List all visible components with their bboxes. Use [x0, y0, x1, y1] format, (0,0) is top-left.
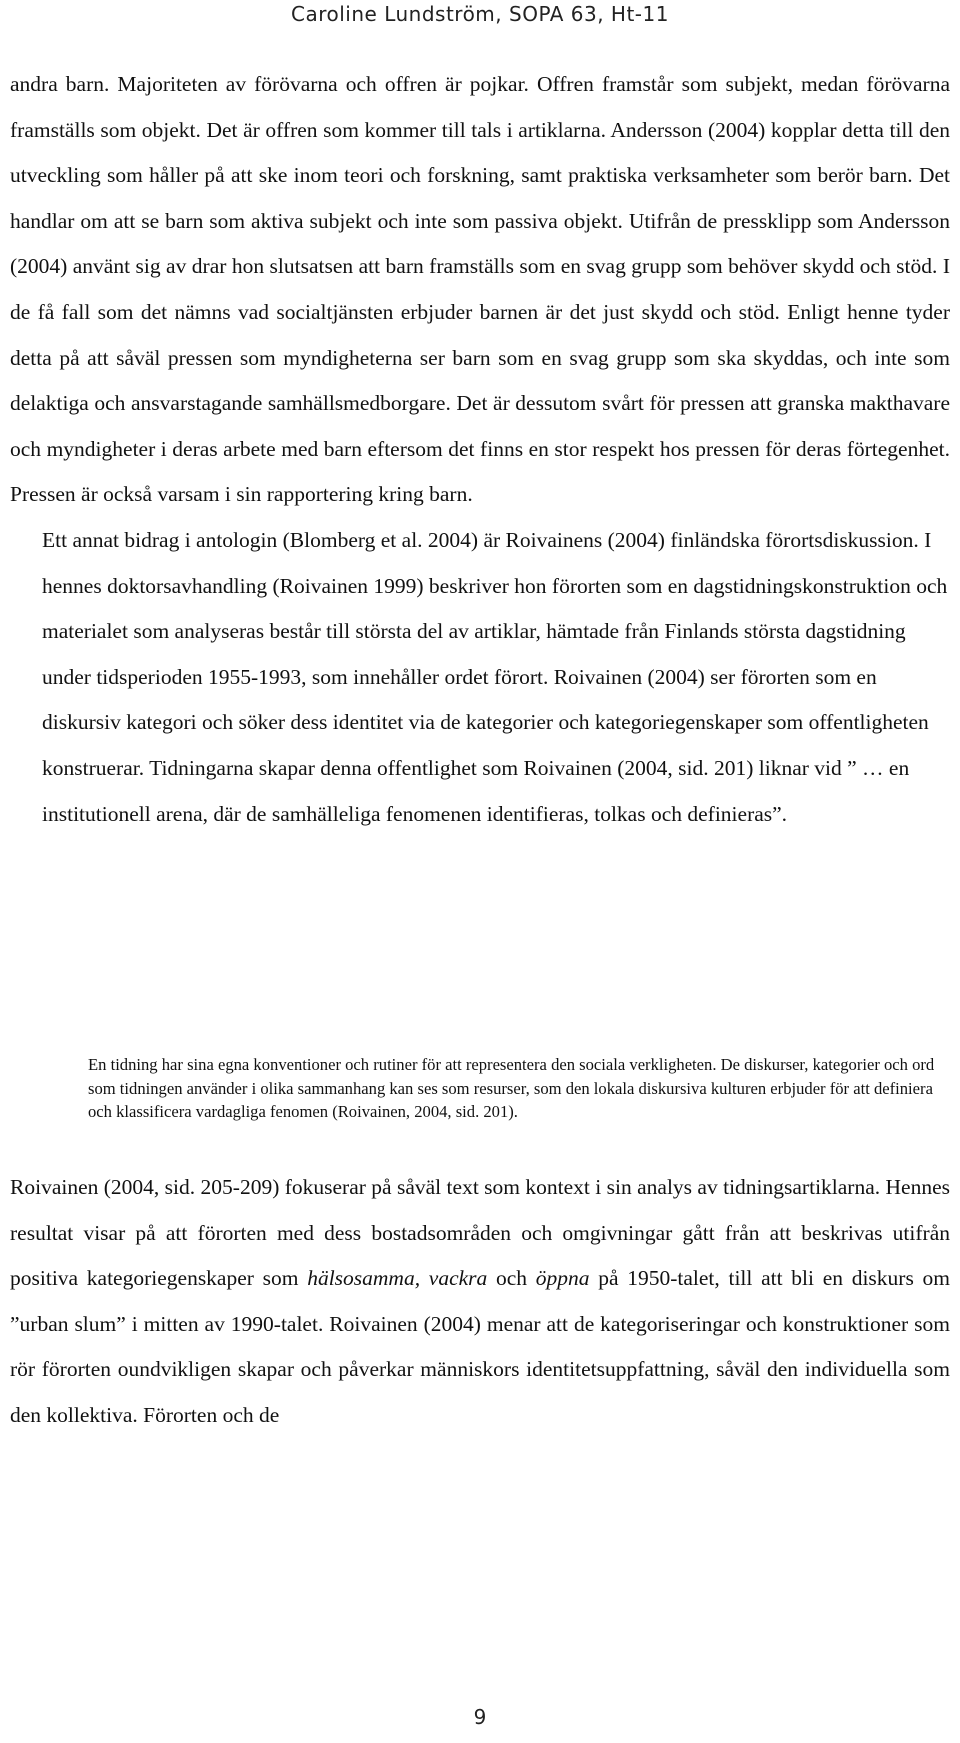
paragraph-3-italic-a: hälsosamma, vackra	[307, 1266, 488, 1291]
running-header: Caroline Lundström, SOPA 63, Ht-11	[291, 2, 669, 26]
paragraph-1: andra barn. Majoriteten av förövarna och offren är pojkar. Offren framstår som subjekt, medan förövarna framställs som objekt. Det är offren som kommer till tals i artiklarna. Andersson (2004) kopplar detta till den utveckling som håller på att ske inom teori och forskning, samt praktiska verksamheter som berör barn. Det handlar om att se barn som aktiva subjekt och inte som passiva objekt. Utifrån de pressklipp som Andersson (2004) använt sig av drar hon slutsatsen att barn framställs som en svag grupp som behöver skydd och stöd. I de få fall som det nämns vad socialtjänsten erbjuder barnen är det just skydd och stöd. Enligt henne tyder detta på att såväl pressen som myndigheterna ser barn som en svag grupp som ska skyddas, och inte som delaktiga och ansvarstagande samhällsmedborgare. Det är dessutom svårt för pressen att granska makthavare och myndigheter i deras arbete med barn eftersom det finns en stor respekt hos pressen för deras förtegenhet. Pressen är också varsam i sin rapportering kring barn.	[10, 72, 950, 507]
paragraph-3	[10, 1165, 950, 1439]
page-number: 9	[473, 1705, 487, 1729]
paragraph-3-italic-b: öppna	[535, 1266, 590, 1291]
paragraph-2: Ett annat bidrag i antologin (Blomberg et al. 2004) är Roivainens (2004) finländska förortsdiskussion. I hennes doktorsavhandling (Roivainen 1999) beskriver hon förorten som en dagstidningskonstruktion och materialet som analyseras består till största del av artiklar, hämtade från Finlands största dagstidning under tidsperioden 1955-1993, som innehåller ordet förort. Roivainen (2004) ser förorten som en diskursiv kategori och söker dess identitet via de kategorier och kategoriegenskaper som offentligheten konstruerar. Tidningarna skapar denna offentlighet som Roivainen (2004, sid. 201) liknar vid ” … en institutionell arena, där de samhälleliga fenomenen identifieras, tolkas och definieras”.	[42, 527, 948, 826]
paragraph-3-text-b: och	[487, 1266, 536, 1291]
paragraph-3-text-c: på 1950-talet, till att bli en diskurs om ”urban slum” i mitten av 1990-talet. Roivainen (2004) menar att de kategoriseringar och konstruktioner som rör förorten oundvikligen skapar och påverkar människors identitetsuppfattning, såväl den individuella som den kollektiva. Förorten och de	[10, 1266, 950, 1427]
body-text-lower	[10, 1165, 950, 1439]
body-text-upper	[10, 62, 950, 837]
paragraph-3-text-a: Roivainen (2004, sid. 205-209) fokuserar på såväl text som kontext i sin analys av tidningsartiklarna. Hennes resultat visar på att förorten med dess bostadsområden och omgivningar gått från att beskrivas utifrån positiva kategoriegenskaper som	[10, 1175, 950, 1291]
block-quote: En tidning har sina egna konventioner och rutiner för att representera den sociala verkligheten. De diskurser, kategorier och ord som tidningen använder i olika sammanhang kan ses som resurser, som den lokala diskursiva kulturen erbjuder för att definiera och klassificera vardagliga fenomen (Roivainen, 2004, sid. 201).	[88, 1055, 935, 1121]
